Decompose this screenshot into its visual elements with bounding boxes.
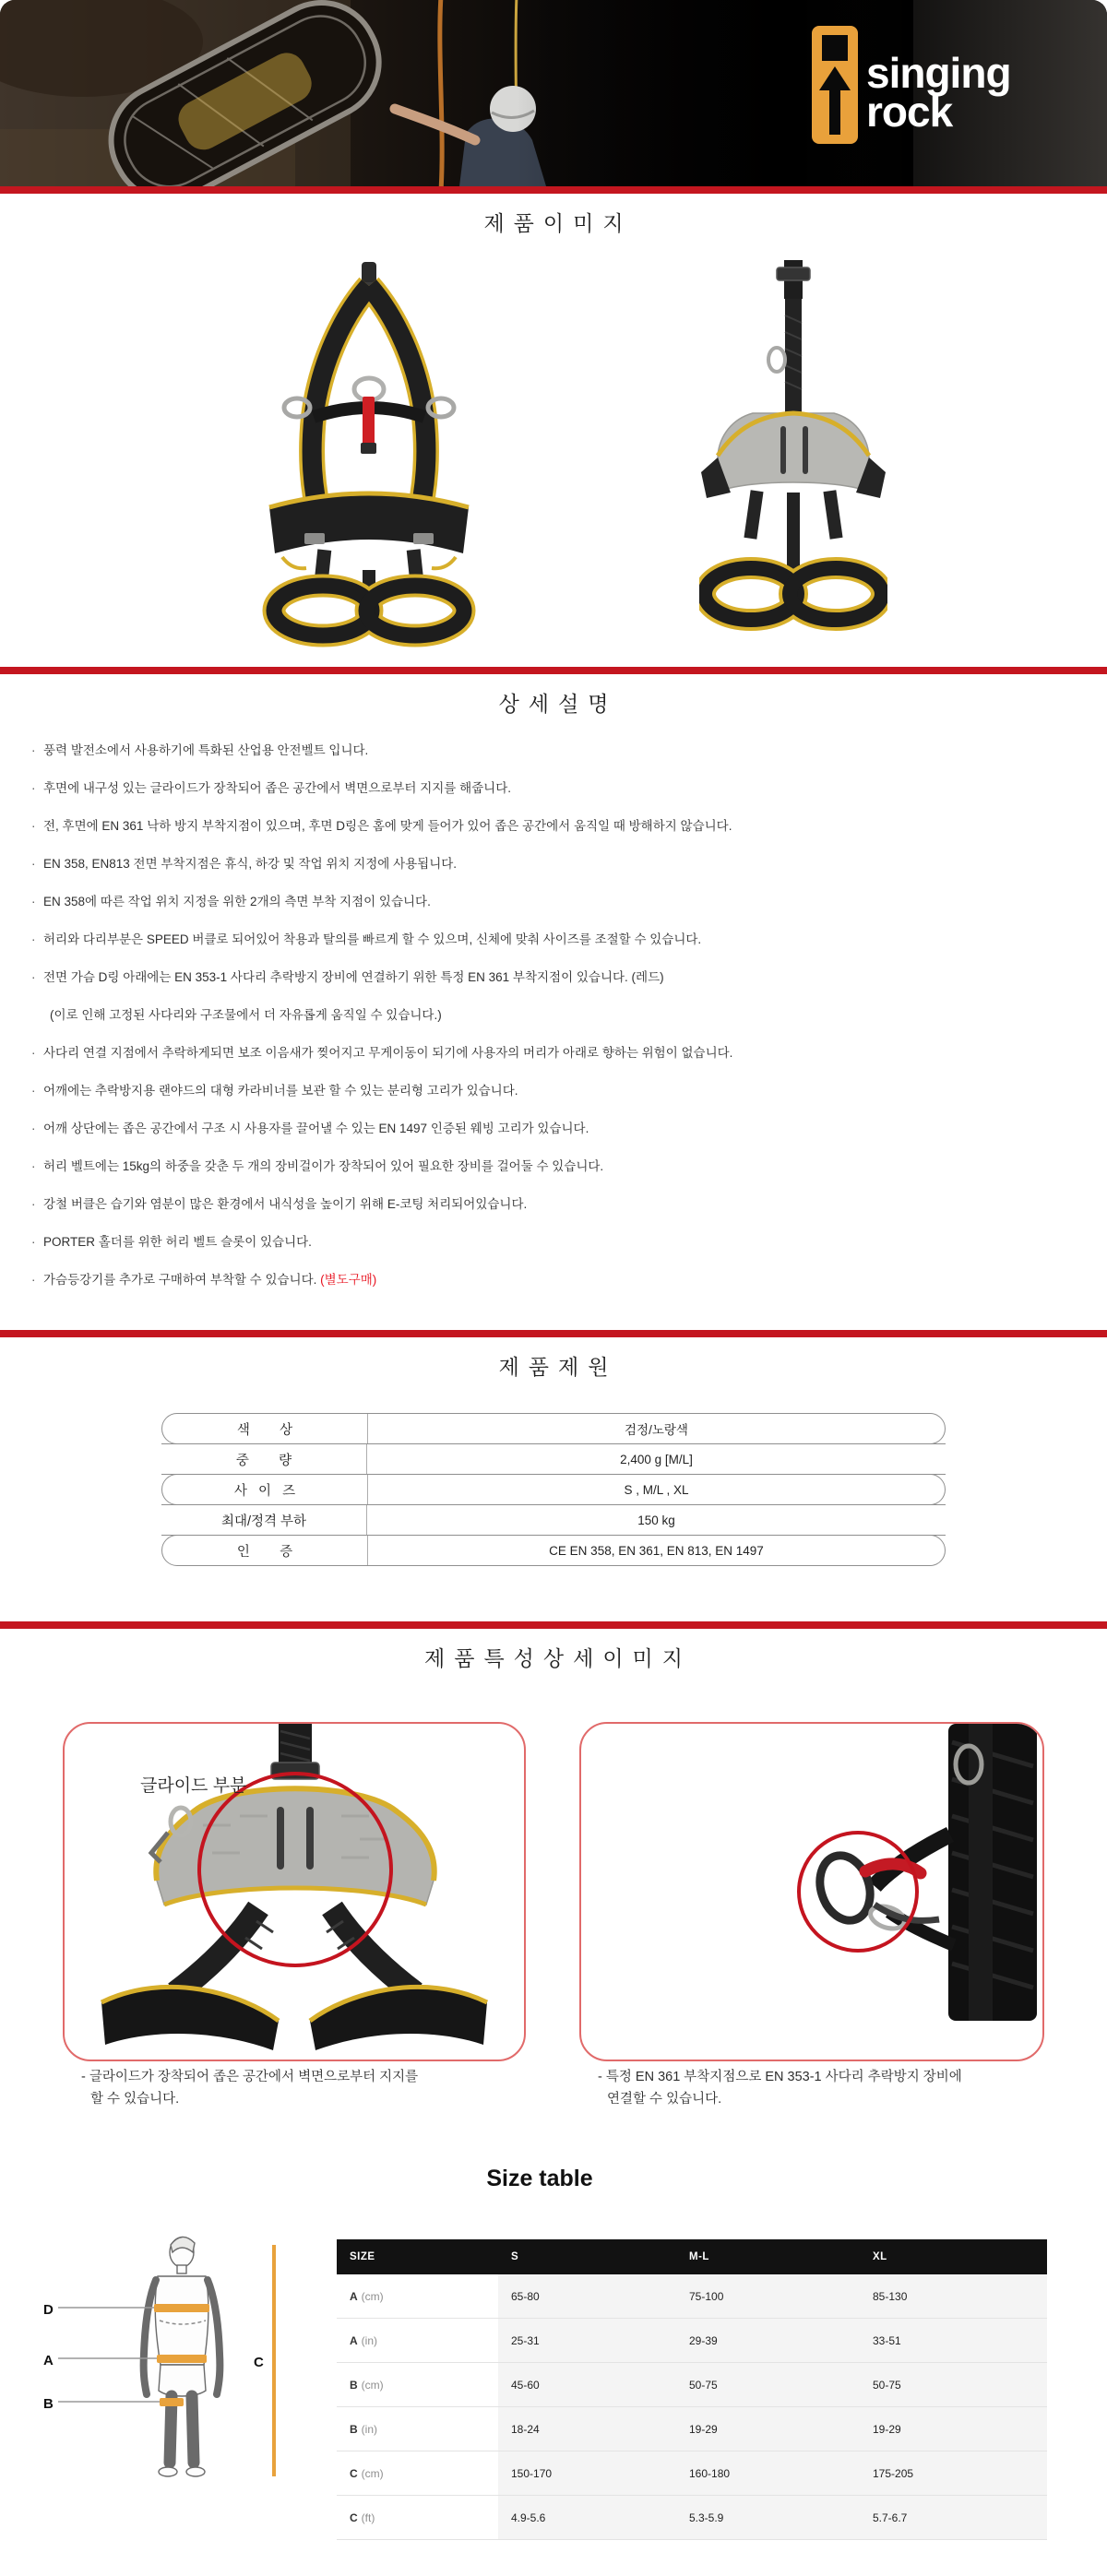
size-cell: 50-75 (860, 2363, 1047, 2406)
size-row-label-letter: A (350, 2289, 358, 2303)
section-divider (0, 1330, 1107, 1337)
size-cell: 5.3-5.9 (676, 2496, 860, 2539)
size-row (337, 2319, 1047, 2363)
en361-closeup-image (581, 1724, 1042, 2060)
size-table-body (337, 2274, 1047, 2540)
spec-row (161, 1443, 946, 1475)
size-cell: 160-180 (676, 2451, 860, 2495)
features-title: 제품특성상세이미지 (424, 1646, 692, 1670)
size-cell: 45-60 (498, 2363, 676, 2406)
caption-line: - 특정 EN 361 부착지점으로 EN 353-1 사다리 추락방지 장비에 (598, 2070, 962, 2084)
detail-bullet (31, 967, 1083, 987)
detail-bullet-text: 어깨 상단에는 좁은 공간에서 구조 시 사용자를 끌어낼 수 있는 EN 1497 인증된 웨빙 고리가 있습니다. (43, 1122, 589, 1135)
spec-label: 인 증 (162, 1536, 368, 1565)
brand-word-singing: singing (866, 49, 1011, 97)
detail-bullet-text: 전면 가슴 D링 아래에는 EN 353-1 사다리 추락방지 장비에 연결하기 위한 특정 EN 361 부착지점이 있습니다. (레드) (43, 970, 664, 984)
detail-bullet (31, 816, 1083, 836)
harness-back-image (699, 260, 887, 651)
spec-label: 중 량 (161, 1444, 367, 1474)
glide-part-label: 글라이드 부분 (140, 1776, 247, 1796)
size-table-header (337, 2239, 1047, 2274)
detail-bullet-text: EN 358에 따른 작업 위치 지정을 위한 2개의 측면 부착 지점이 있습니다. (43, 895, 431, 908)
detail-bullet (31, 1157, 1083, 1176)
detail-bullet (31, 1194, 1083, 1214)
detail-bullet (31, 1081, 1083, 1100)
size-row-label (337, 2274, 498, 2318)
spec-table (161, 1413, 946, 1566)
detail-bullet-text: 풍력 발전소에서 사용하기에 특화된 산업용 안전벨트 입니다. (43, 743, 369, 757)
detail-bullet (31, 741, 1083, 760)
size-cell: 175-205 (860, 2451, 1047, 2495)
glide-closeup-image (65, 1724, 524, 2060)
size-cell: 5.7-6.7 (860, 2496, 1047, 2539)
specs-title: 제품제원 (498, 1355, 618, 1379)
size-cell: 85-130 (860, 2274, 1047, 2318)
size-row-label-unit: (cm) (361, 2289, 384, 2303)
size-row (337, 2496, 1047, 2540)
detail-bullet (31, 854, 1083, 873)
diagram-label-b: B (43, 2396, 54, 2412)
detail-bullet-text: 어깨에는 추락방지용 랜야드의 대형 카라비너를 보관 할 수 있는 분리형 고리가 있습니다. (43, 1084, 518, 1098)
section-divider (0, 667, 1107, 674)
spec-row (161, 1413, 946, 1444)
spec-row (161, 1504, 946, 1536)
size-table-title: Size table (486, 2166, 593, 2191)
size-row-label-letter: C (350, 2466, 358, 2480)
detail-bullet-text: 사다리 연결 지점에서 추락하게되면 보조 이음새가 찢어지고 무게이동이 되기에 사용자의 머리가 아래로 향하는 위험이 없습니다. (43, 1046, 733, 1060)
chest-band (154, 2304, 209, 2312)
detail-bullet (31, 892, 1083, 911)
product-image-title: 제품이미지 (483, 211, 633, 235)
diagram-label-d: D (43, 2302, 54, 2318)
spec-value: 150 kg (637, 1513, 675, 1527)
diagram-label-c: C (254, 2355, 264, 2370)
detail-bullet-text: 가슴등강기를 추가로 구매하여 부착할 수 있습니다. (43, 1273, 321, 1287)
size-table (337, 2239, 1047, 2540)
size-row-label-letter: B (350, 2422, 358, 2436)
section-divider (0, 1621, 1107, 1629)
size-cell: 33-51 (860, 2319, 1047, 2362)
detail-bullet (31, 778, 1083, 798)
size-row (337, 2363, 1047, 2407)
feature-image-glide (63, 1722, 526, 2061)
thigh-band (160, 2398, 184, 2406)
caption-line: - 글라이드가 장착되어 좁은 공간에서 벽면으로부터 지지를 (81, 2070, 419, 2084)
size-row-label-letter: A (350, 2333, 358, 2347)
size-row-label (337, 2407, 498, 2451)
detail-bullet-text: (이로 인해 고정된 사다리와 구조물에서 더 자유롭게 움직일 수 있습니다.) (50, 1008, 442, 1022)
detail-bullet-text: 후면에 내구성 있는 글라이드가 장착되어 좁은 공간에서 벽면으로부터 지지를 해줍니다. (43, 781, 511, 795)
detail-bullet-red-note: (별도구매) (320, 1273, 377, 1287)
size-row-label-unit: (cm) (361, 2378, 384, 2392)
detail-bullet (31, 1270, 1083, 1289)
detail-bullet-text: PORTER 홀더를 위한 허리 벨트 슬롯이 있습니다. (43, 1235, 312, 1249)
brand-arrow-icon (812, 26, 858, 144)
size-cell: 65-80 (498, 2274, 676, 2318)
header-banner (0, 0, 1107, 186)
diagram-label-a: A (43, 2353, 54, 2368)
caption-line: 할 수 있습니다. (90, 2092, 180, 2107)
detail-bullet (31, 1005, 1083, 1025)
harness-front-image (251, 260, 487, 651)
size-header-cell: S (511, 2251, 519, 2262)
rope-shape (440, 0, 442, 186)
size-row (337, 2451, 1047, 2496)
spec-row (161, 1535, 946, 1566)
size-header-cell: M-L (689, 2251, 709, 2262)
size-cell: 25-31 (498, 2319, 676, 2362)
size-cell: 18-24 (498, 2407, 676, 2451)
details-list (31, 741, 1083, 1308)
detail-bullet-text: EN 358, EN813 전면 부착지점은 휴식, 하강 및 작업 위치 지정에 사용됩니다. (43, 857, 458, 871)
spec-label: 최대/정격 부하 (161, 1505, 367, 1535)
feature-caption-left (81, 2066, 524, 2110)
size-row-label (337, 2319, 498, 2362)
size-cell: 19-29 (860, 2407, 1047, 2451)
spec-row (161, 1474, 946, 1505)
size-cell: 29-39 (676, 2319, 860, 2362)
spec-label: 색 상 (162, 1414, 368, 1443)
size-cell: 19-29 (676, 2407, 860, 2451)
feature-image-en361 (579, 1722, 1044, 2061)
size-cell: 150-170 (498, 2451, 676, 2495)
detail-bullet (31, 1043, 1083, 1062)
detail-bullet (31, 930, 1083, 949)
size-header-cell: SIZE (350, 2251, 375, 2262)
waist-band (157, 2355, 207, 2363)
body-measurement-diagram (42, 2225, 300, 2487)
brand-word-rock: rock (866, 88, 953, 136)
size-cell: 75-100 (676, 2274, 860, 2318)
size-row-label-unit: (in) (361, 2422, 378, 2436)
size-cell: 4.9-5.6 (498, 2496, 676, 2539)
size-row-label-unit: (cm) (361, 2466, 384, 2480)
size-row-label (337, 2451, 498, 2495)
size-row-label-unit: (in) (361, 2333, 378, 2347)
detail-bullet-text: 허리와 다리부분은 SPEED 버클로 되어있어 착용과 탈의를 빠르게 할 수 있으며, 신체에 맞춰 사이즈를 조절할 수 있습니다. (43, 932, 702, 946)
section-divider (0, 186, 1107, 194)
size-row-label-letter: B (350, 2378, 358, 2392)
detail-bullet (31, 1119, 1083, 1138)
spec-label: 사 이 즈 (162, 1475, 368, 1504)
red-circle-annotation (799, 1833, 917, 1951)
spec-value: S , M/L , XL (624, 1482, 689, 1497)
size-row (337, 2274, 1047, 2319)
brand-wordmark (866, 49, 1011, 144)
brand-logo (812, 26, 1011, 144)
caption-line: 연결할 수 있습니다. (607, 2092, 722, 2107)
detail-bullet-text: 전, 후면에 EN 361 낙하 방지 부착지점이 있으며, 후면 D링은 홈에 맞게 들어가 있어 좁은 공간에서 움직일 때 방해하지 않습니다. (43, 819, 732, 833)
size-row-label-unit: (ft) (361, 2511, 375, 2524)
detail-bullet-text: 허리 벨트에는 15kg의 하중을 갖춘 두 개의 장비걸이가 장착되어 있어 필요한 장비를 걸어둘 수 있습니다. (43, 1159, 604, 1173)
size-row (337, 2407, 1047, 2451)
spec-value: CE EN 358, EN 361, EN 813, EN 1497 (549, 1543, 764, 1558)
detail-bullet-text: 강철 버클은 습기와 염분이 많은 환경에서 내식성을 높이기 위해 E-코팅 처리되어있습니다. (43, 1197, 528, 1211)
size-row-label (337, 2363, 498, 2406)
size-row-label-letter: C (350, 2511, 358, 2524)
size-header-cell: XL (873, 2251, 887, 2262)
detail-bullet (31, 1232, 1083, 1252)
feature-caption-right (598, 2066, 1041, 2110)
spec-value: 2,400 g [M/L] (620, 1452, 693, 1466)
size-row-label (337, 2496, 498, 2539)
details-title: 상세설명 (498, 692, 618, 716)
size-cell: 50-75 (676, 2363, 860, 2406)
spec-value: 검정/노랑색 (625, 1423, 688, 1437)
